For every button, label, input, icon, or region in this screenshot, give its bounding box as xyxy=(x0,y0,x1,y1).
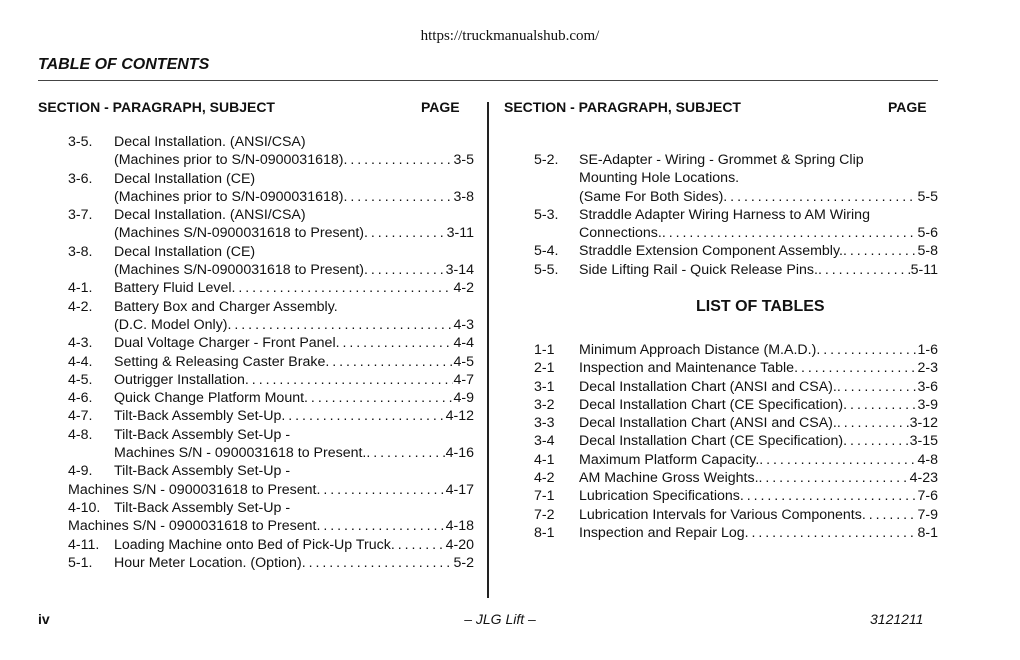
entry-title: Side Lifting Rail - Quick Release Pins. xyxy=(579,261,818,278)
entry-title: Loading Machine onto Bed of Pick-Up Truck xyxy=(114,536,391,553)
toc-entry xyxy=(534,261,938,279)
entry-number: 5-1. xyxy=(68,554,93,571)
table-page: 3-15 xyxy=(909,433,938,450)
entry-title: SE-Adapter - Wiring - Grommet & Spring Clip xyxy=(579,152,864,168)
entry-title: Battery Fluid Level xyxy=(114,280,232,297)
entry-page: 5-6 xyxy=(917,225,938,242)
table-page: 1-6 xyxy=(917,342,938,358)
entry-title: Hour Meter Location. (Option) xyxy=(114,554,302,571)
entry-page: 5-2 xyxy=(453,554,474,571)
dot-leader xyxy=(759,469,910,487)
toc-entry-continuation xyxy=(68,444,474,462)
entry-number: 4-1. xyxy=(68,280,93,297)
table-entry xyxy=(534,506,938,524)
toc-entry xyxy=(68,353,474,371)
entry-number: 3-7. xyxy=(68,207,93,224)
footer-document-number: 3121211 xyxy=(870,611,924,627)
entry-title: Dual Voltage Charger - Front Panel xyxy=(114,335,336,352)
left-toc-list xyxy=(68,133,474,572)
entry-title: Setting & Releasing Caster Brake xyxy=(114,353,326,370)
right-page-heading: PAGE xyxy=(888,99,927,115)
table-entry xyxy=(534,396,938,414)
entry-number: 5-3. xyxy=(534,206,559,223)
entry-number: 4-11. xyxy=(68,536,100,553)
entry-number: 4-7. xyxy=(68,408,93,425)
source-url: https://truckmanualshub.com/ xyxy=(420,28,600,44)
toc-entry-continuation xyxy=(68,224,474,242)
entry-page: 4-4 xyxy=(453,335,474,352)
dot-leader xyxy=(364,224,447,242)
entry-title: Tilt-Back Assembly Set-Up - xyxy=(114,426,291,443)
dot-leader xyxy=(662,224,918,242)
dot-leader xyxy=(281,407,445,425)
table-page: 3-12 xyxy=(909,415,938,432)
dot-leader xyxy=(364,261,446,279)
entry-subtitle: Machines S/N - 0900031618 to Present. xyxy=(114,445,367,462)
entry-number: 4-5. xyxy=(68,371,93,388)
toc-entry-continuation xyxy=(68,316,474,334)
table-number: 8-1 xyxy=(534,524,555,541)
dot-leader xyxy=(336,334,454,352)
table-number: 7-1 xyxy=(534,488,555,505)
toc-entry xyxy=(534,151,938,169)
entry-title: Tilt-Back Assembly Set-Up - xyxy=(114,499,291,516)
toc-entry xyxy=(68,426,474,444)
footer-page-number: iv xyxy=(38,611,50,627)
entry-title: Straddle Adapter Wiring Harness to AM Wiring xyxy=(579,206,870,223)
entry-subtitle: Connections. xyxy=(579,225,662,242)
dot-leader xyxy=(843,242,918,260)
toc-entry-continuation xyxy=(68,188,474,206)
table-entry xyxy=(534,359,938,377)
toc-entry xyxy=(68,389,474,407)
dot-leader xyxy=(302,554,454,572)
entry-number: 4-4. xyxy=(68,353,93,370)
entry-subtitle: (Machines S/N-0900031618 to Present) xyxy=(114,262,364,279)
entry-page: 5-5 xyxy=(917,188,938,205)
dot-leader xyxy=(843,396,917,414)
entry-title: Decal Installation. (ANSI/CSA) xyxy=(114,207,306,224)
entry-number: 4-8. xyxy=(68,426,93,443)
table-page: 2-3 xyxy=(917,360,938,377)
dot-leader xyxy=(344,151,454,169)
dot-leader xyxy=(316,481,445,499)
table-title: Inspection and Repair Log xyxy=(579,524,745,541)
entry-page: 4-17 xyxy=(445,481,474,498)
entry-page: 4-18 xyxy=(445,518,474,535)
table-title: Maximum Platform Capacity. xyxy=(579,451,760,468)
entry-subtitle: (Machines prior to S/N-0900031618) xyxy=(114,188,344,205)
dot-leader xyxy=(816,341,917,359)
table-page: 8-1 xyxy=(917,524,938,541)
table-number: 7-2 xyxy=(534,506,555,523)
right-section-heading: SECTION - PARAGRAPH, SUBJECT xyxy=(504,99,741,115)
toc-entry xyxy=(68,206,474,224)
entry-title: Battery Box and Charger Assembly. xyxy=(114,298,338,315)
toc-entry xyxy=(68,133,474,151)
dot-leader xyxy=(391,536,446,554)
dot-leader xyxy=(723,188,917,206)
dot-leader xyxy=(818,261,911,279)
table-page: 4-23 xyxy=(909,470,938,487)
dot-leader xyxy=(232,279,454,297)
entry-number: 4-2. xyxy=(68,298,93,315)
table-number: 3-4 xyxy=(534,433,555,450)
dot-leader xyxy=(740,487,918,505)
toc-entry-continuation xyxy=(68,261,474,279)
table-title: Lubrication Intervals for Various Components xyxy=(579,506,862,523)
toc-entry-continuation xyxy=(534,188,938,206)
entry-number: 4-3. xyxy=(68,335,93,352)
dot-leader xyxy=(304,389,453,407)
entry-subtitle: Machines S/N - 0900031618 to Present xyxy=(68,518,317,535)
entry-page: 5-11 xyxy=(910,261,938,278)
dot-leader xyxy=(759,451,917,469)
entry-title: Quick Change Platform Mount xyxy=(114,390,305,407)
entry-title: Outrigger Installation xyxy=(114,371,245,388)
entry-title: Decal Installation (CE) xyxy=(114,243,256,260)
toc-entry xyxy=(68,462,474,480)
table-title: Decal Installation Chart (CE Specification) xyxy=(579,433,844,450)
toc-entry xyxy=(68,279,474,297)
table-number: 3-1 xyxy=(534,378,555,395)
table-entry xyxy=(534,524,938,542)
entry-number: 4-10. xyxy=(68,499,101,516)
entry-number: 3-8. xyxy=(68,243,93,260)
toc-entry xyxy=(68,536,474,554)
entry-page: 4-5 xyxy=(453,353,474,370)
table-page: 7-9 xyxy=(917,506,938,523)
toc-entry xyxy=(68,298,474,316)
dot-leader xyxy=(325,353,453,371)
entry-page: 3-5 xyxy=(453,152,474,169)
list-of-tables-heading: LIST OF TABLES xyxy=(696,298,825,315)
dot-leader xyxy=(316,517,445,535)
right-toc-list xyxy=(534,151,938,279)
entry-subtitle: Mounting Hole Locations. xyxy=(579,170,740,187)
entry-number: 4-9. xyxy=(68,463,93,480)
entry-page: 4-12 xyxy=(445,408,474,425)
entry-page: 4-2 xyxy=(453,280,474,297)
table-entry xyxy=(534,414,938,432)
toc-entry xyxy=(68,334,474,352)
table-title: Lubrication Specifications xyxy=(579,488,740,505)
entry-title: Tilt-Back Assembly Set-Up - xyxy=(114,463,291,480)
entry-page: 3-8 xyxy=(453,188,474,205)
header-rule xyxy=(38,80,938,81)
dot-leader xyxy=(862,506,918,524)
toc-entry xyxy=(534,206,938,224)
table-entry xyxy=(534,341,938,359)
toc-entry xyxy=(68,407,474,425)
entry-page: 5-8 xyxy=(917,243,938,260)
table-entry xyxy=(534,378,938,396)
left-page-heading: PAGE xyxy=(421,99,460,115)
entry-page: 4-16 xyxy=(445,445,474,462)
toc-entry-continuation xyxy=(68,517,474,535)
table-page: 4-8 xyxy=(917,451,938,468)
toc-entry-continuation xyxy=(534,224,938,242)
entry-subtitle: Machines S/N - 0900031618 to Present xyxy=(68,481,317,498)
table-title: Inspection and Maintenance Table xyxy=(579,360,795,377)
dot-leader xyxy=(228,316,454,334)
entry-title: Decal Installation (CE) xyxy=(114,170,256,187)
page-title: TABLE OF CONTENTS xyxy=(38,56,210,73)
entry-title: Tilt-Back Assembly Set-Up xyxy=(114,408,282,425)
entry-page: 4-20 xyxy=(445,536,474,553)
entry-subtitle: (Machines prior to S/N-0900031618) xyxy=(114,152,344,169)
toc-entry xyxy=(68,554,474,572)
entry-subtitle: (Same For Both Sides) xyxy=(579,188,724,205)
dot-leader xyxy=(837,414,910,432)
table-number: 3-3 xyxy=(534,415,555,432)
column-divider xyxy=(487,102,489,598)
toc-entry-continuation xyxy=(534,169,938,187)
table-number: 4-2 xyxy=(534,470,555,487)
toc-entry xyxy=(68,170,474,188)
entry-subtitle: (Machines S/N-0900031618 to Present) xyxy=(114,225,364,242)
list-of-tables xyxy=(534,341,938,542)
table-title: AM Machine Gross Weights. xyxy=(579,470,759,487)
entry-title: Straddle Extension Component Assembly. xyxy=(579,243,843,260)
entry-number: 5-5. xyxy=(534,261,559,278)
footer-publisher: – JLG Lift – xyxy=(464,611,536,627)
left-section-heading: SECTION - PARAGRAPH, SUBJECT xyxy=(38,99,275,115)
toc-entry xyxy=(68,499,474,517)
entry-page: 4-9 xyxy=(453,390,474,407)
toc-entry-continuation xyxy=(68,151,474,169)
dot-leader xyxy=(366,444,445,462)
toc-entry xyxy=(68,371,474,389)
entry-title: Decal Installation. (ANSI/CSA) xyxy=(114,134,306,150)
entry-number: 4-6. xyxy=(68,390,93,407)
toc-entry xyxy=(534,242,938,260)
entry-subtitle: (D.C. Model Only) xyxy=(114,316,228,333)
table-entry xyxy=(534,451,938,469)
table-number: 1-1 xyxy=(534,342,555,358)
table-page: 3-9 xyxy=(917,396,938,413)
entry-number: 3-5. xyxy=(68,134,93,150)
entry-number: 3-6. xyxy=(68,170,93,187)
table-number: 4-1 xyxy=(534,451,555,468)
dot-leader xyxy=(843,432,909,450)
table-number: 3-2 xyxy=(534,396,555,413)
table-page: 3-6 xyxy=(917,378,938,395)
dot-leader xyxy=(794,359,917,377)
entry-page: 3-11 xyxy=(446,225,474,242)
table-number: 2-1 xyxy=(534,360,555,377)
table-entry xyxy=(534,487,938,505)
table-title: Decal Installation Chart (ANSI and CSA). xyxy=(579,378,837,395)
dot-leader xyxy=(245,371,454,389)
table-title: Minimum Approach Distance (M.A.D.) xyxy=(579,342,817,358)
toc-entry xyxy=(68,243,474,261)
dot-leader xyxy=(344,188,454,206)
entry-page: 4-3 xyxy=(453,316,474,333)
table-title: Decal Installation Chart (CE Specification) xyxy=(579,396,844,413)
toc-entry-continuation xyxy=(68,481,474,499)
table-entry xyxy=(534,469,938,487)
dot-leader xyxy=(745,524,918,542)
table-title: Decal Installation Chart (ANSI and CSA). xyxy=(579,415,837,432)
entry-number: 5-2. xyxy=(534,152,559,168)
dot-leader xyxy=(837,378,918,396)
table-entry xyxy=(534,432,938,450)
entry-number: 5-4. xyxy=(534,243,559,260)
entry-page: 4-7 xyxy=(453,371,474,388)
table-page: 7-6 xyxy=(917,488,938,505)
entry-page: 3-14 xyxy=(445,262,474,279)
